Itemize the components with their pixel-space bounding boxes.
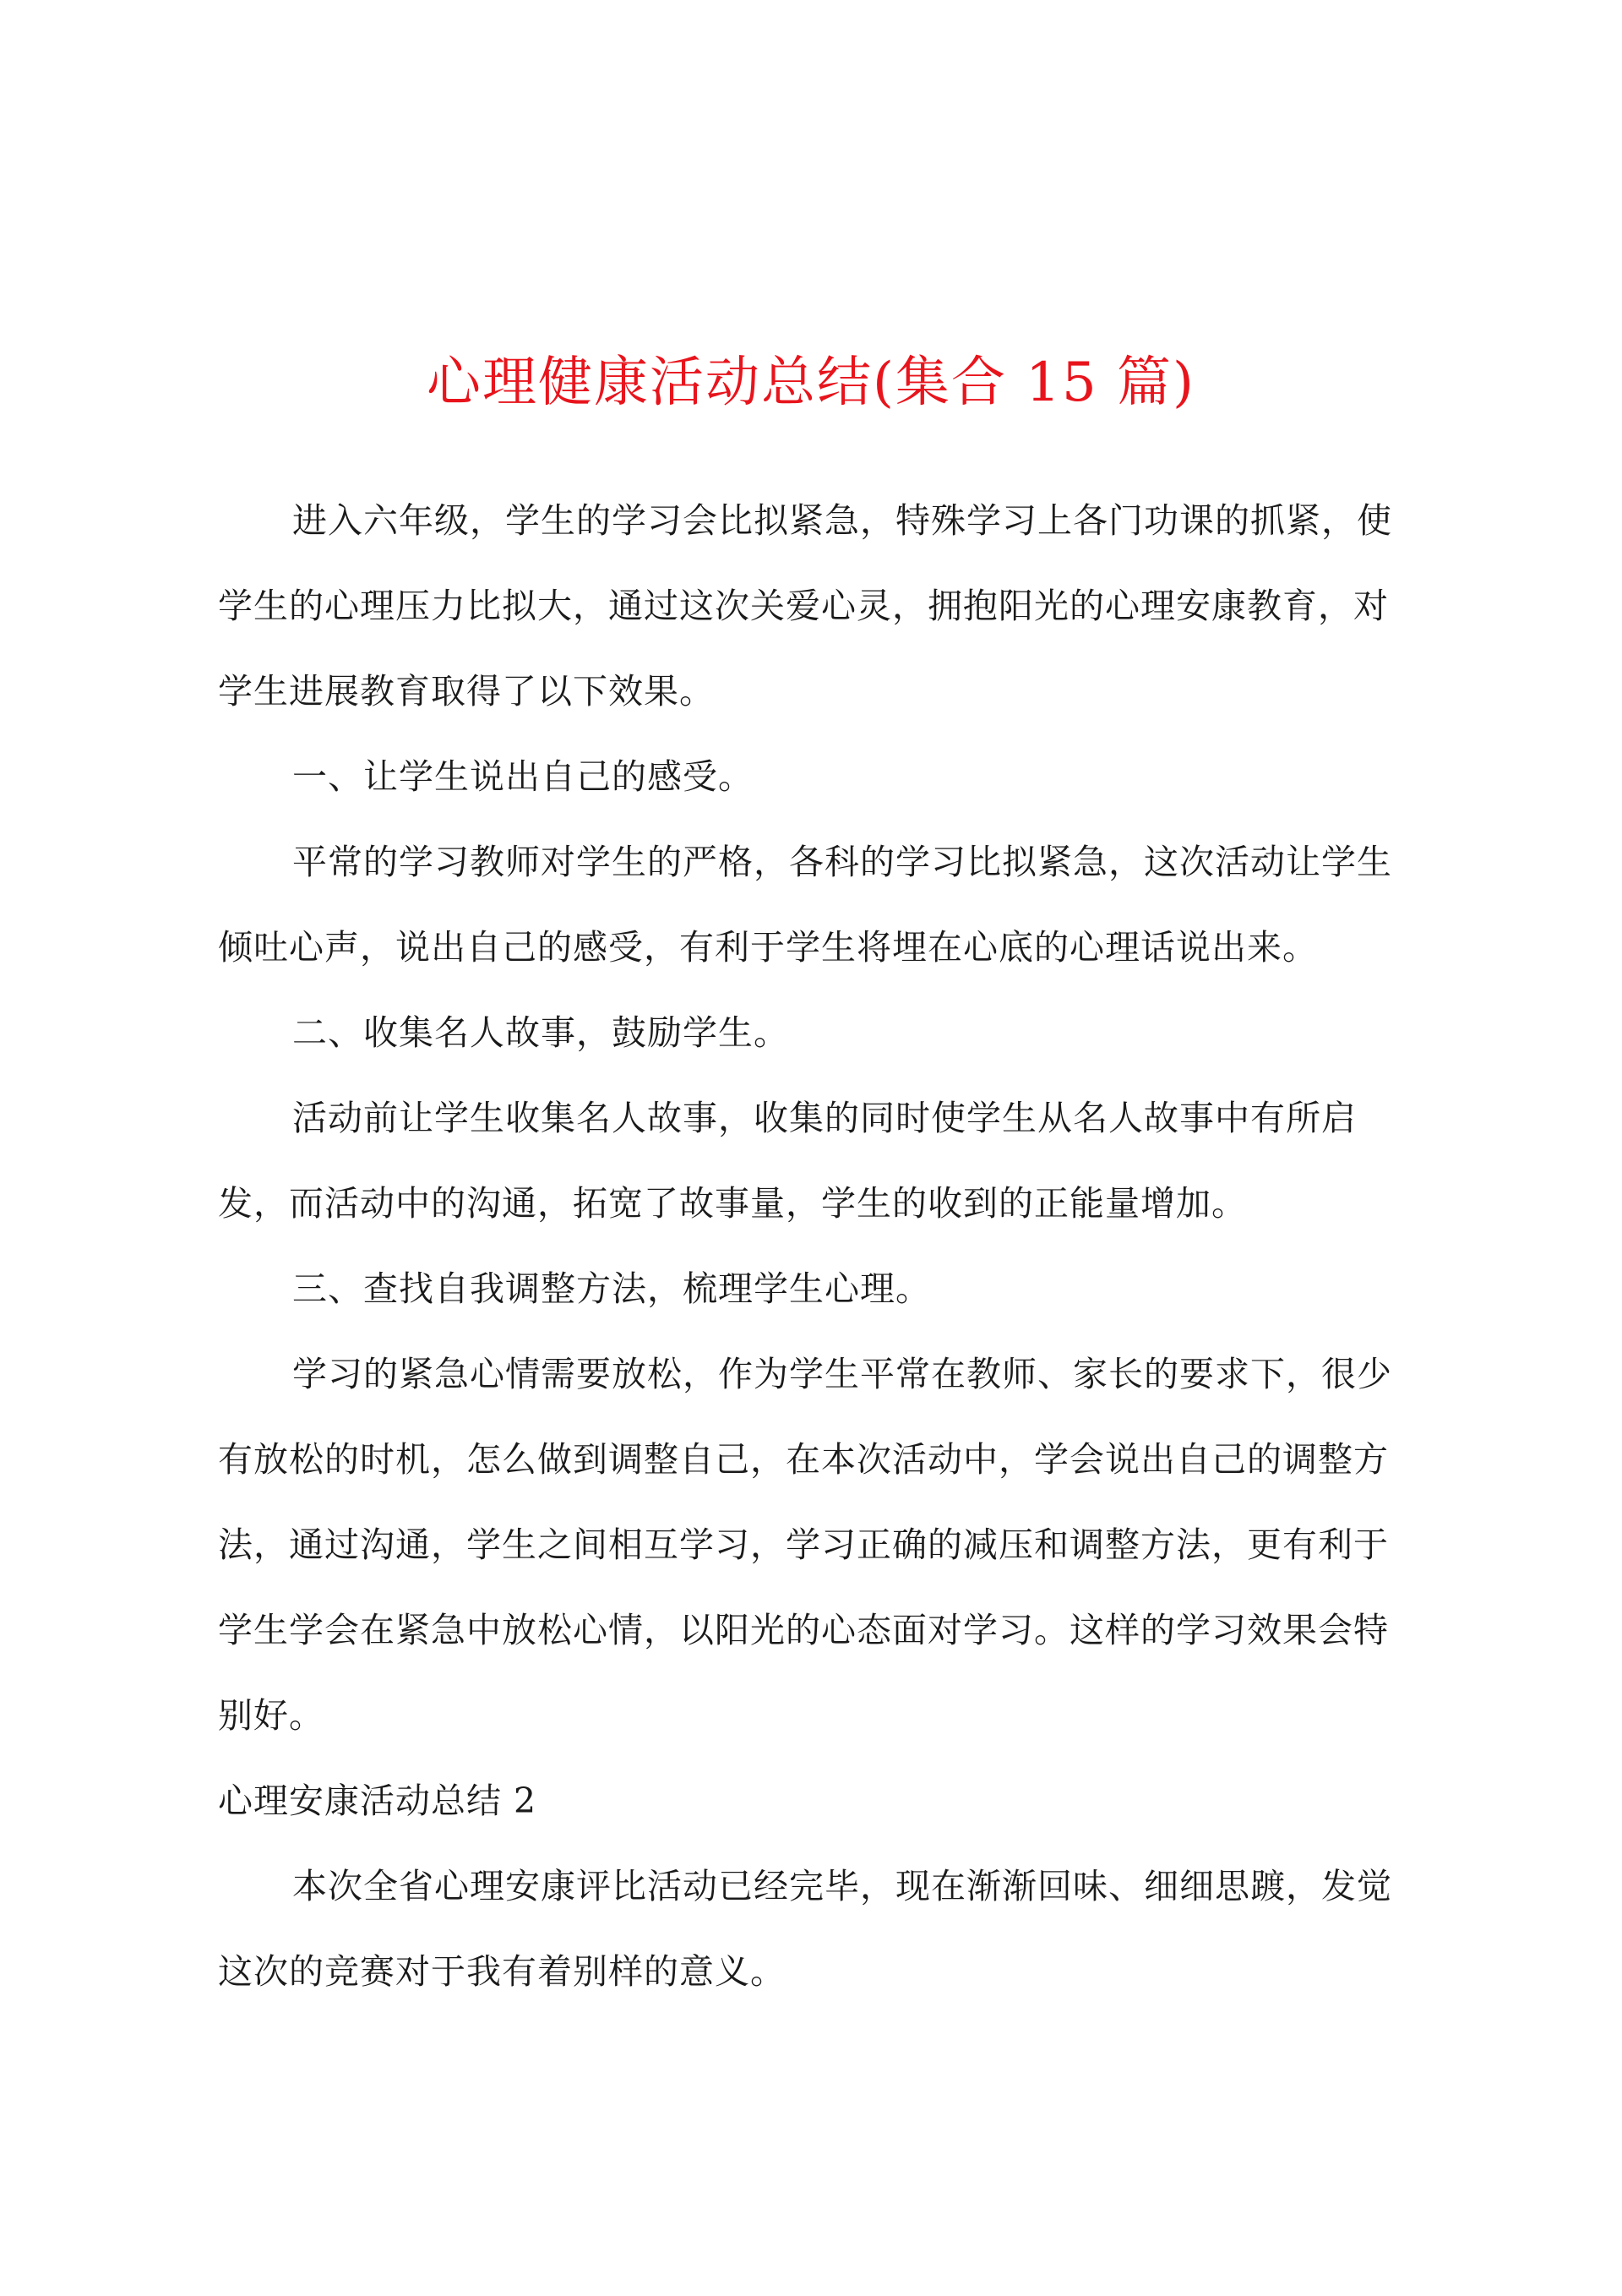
point-three-heading: 三、查找自我调整方法，梳理学生心理。 xyxy=(292,1268,931,1309)
point-one-paragraph: 平常的学习教师对学生的严格，各科的学习比拟紧急，这次活动让学生倾吐心声，说出自己的感受，有利于学生将埋在心底的心理话说出来。 xyxy=(218,842,1392,968)
paragraph-intro: 进入六年级，学生的学习会比拟紧急，特殊学习上各门功课的抓紧，使学生的心理压力比拟大，通过这次关爱心灵，拥抱阳光的心理安康教育，对学生进展教育取得了以下效果。 xyxy=(218,500,1392,712)
document-title: 心理健康活动总结(集合 15 篇) xyxy=(426,352,1196,414)
point-three-paragraph: 学习的紧急心情需要放松，作为学生平常在教师、家长的要求下，很少有放松的时机，怎么做到调整自己，在本次活动中，学会说出自己的调整方法，通过沟通，学生之间相互学习，学习正确的减压和调整方法，更有利于学生学会在紧急中放松心情，以阳光的心态面对学习。这样的学习效果会特别好。 xyxy=(218,1354,1392,1736)
section-two-paragraph: 本次全省心理安康评比活动已经完毕，现在渐渐回味、细细思踱，发觉这次的竞赛对于我有着别样的意义。 xyxy=(218,1866,1392,1992)
section-two-heading: 心理安康活动总结 2 xyxy=(218,1781,537,1821)
point-two-paragraph: 活动前让学生收集名人故事，收集的同时使学生从名人故事中有所启发，而活动中的沟通，拓宽了故事量，学生的收到的正能量增加。 xyxy=(218,1098,1357,1224)
point-one-heading: 一、让学生说出自己的感受。 xyxy=(292,756,754,797)
document-body xyxy=(218,478,1419,2015)
point-two-heading: 二、收集名人故事，鼓励学生。 xyxy=(292,1012,789,1053)
